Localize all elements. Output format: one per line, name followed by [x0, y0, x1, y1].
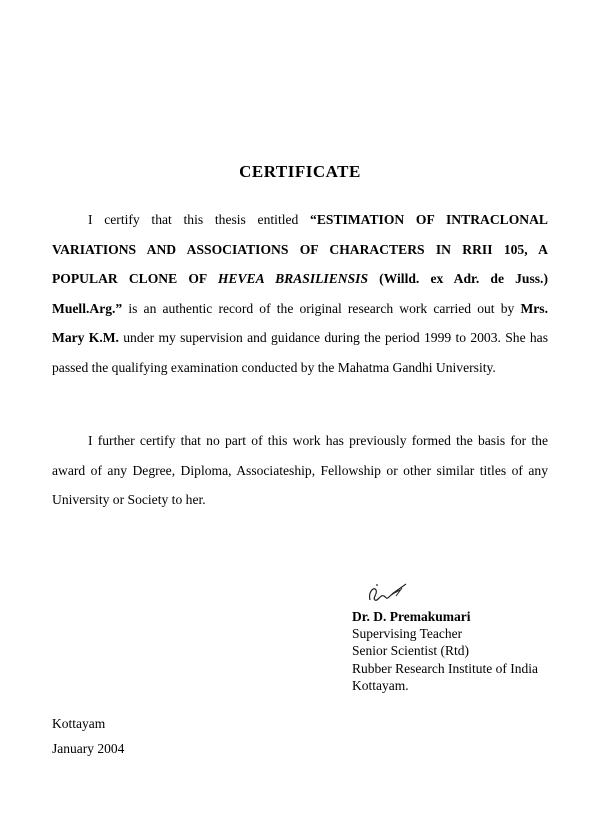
signature-block — [352, 608, 538, 694]
signatory-institution: Rubber Research Institute of India — [352, 660, 538, 676]
para1-record-text: is an authentic record of the original research work carried out by — [122, 300, 521, 316]
certificate-title: CERTIFICATE — [239, 162, 361, 181]
thesis-title-end: (Willd. ex Adr. de Juss.) Muell.Arg.” — [52, 271, 548, 316]
signatory-role: Supervising Teacher — [352, 626, 463, 642]
para1-supervision-text: under my supervision and guidance during the period 1999 to 2003. She has passed the qualifying examination conducted by the Mahatma Gandhi University. — [52, 330, 549, 375]
place: Kottayam — [52, 716, 106, 731]
signatory-designation: Senior Scientist (Rtd) — [352, 643, 469, 659]
signatory-city: Kottayam. — [352, 677, 409, 693]
species-name: HEVEA BRASILIENSIS — [217, 271, 369, 286]
handwritten-signature-icon — [366, 578, 410, 606]
para2-text: I further certify that no part of this work has previously formed the basis for the award of any Degree, Diploma, Associateship, Fellowship or other similar titles of any University or Society to her. — [52, 433, 548, 507]
date: January 2004 — [52, 740, 125, 756]
certification-paragraph — [52, 205, 548, 382]
place-date-block — [52, 712, 124, 761]
further-certification-paragraph — [52, 426, 548, 515]
signatory-name: Dr. D. Premakumari — [352, 609, 471, 624]
para1-intro: I certify that this thesis entitled — [88, 212, 311, 227]
thesis-title: “ESTIMATION OF INTRACLONAL VARIATIONS AND ASSOCIATIONS OF CHARACTERS IN RRII 105, A POPULAR CLONE OF — [52, 212, 548, 286]
candidate-name: Mrs. Mary K.M. — [52, 300, 548, 345]
